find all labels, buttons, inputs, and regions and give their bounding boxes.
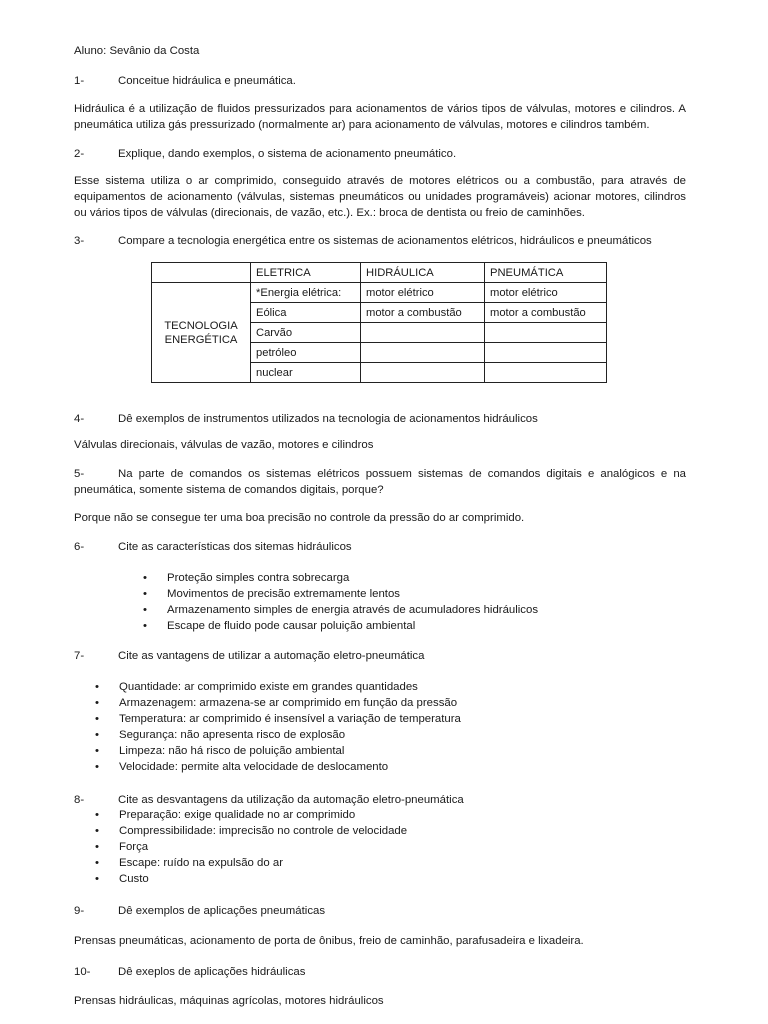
list-item: • Movimentos de precisão extremamente lentos <box>167 586 538 602</box>
question-9 <box>74 903 325 919</box>
answer-5: Porque não se consegue ter uma boa precisão no controle da pressão do ar comprimido. <box>74 512 525 524</box>
question-10 <box>74 964 305 980</box>
list-item: • Compressibilidade: imprecisão no controle de velocidade <box>119 823 407 839</box>
list-item: • Limpeza: não há risco de poluição ambiental <box>119 743 461 759</box>
question-number: 4- <box>74 413 85 425</box>
question-text: Dê exemplos de aplicações pneumáticas <box>118 905 326 917</box>
row-label-line: ENERGÉTICA <box>164 333 238 346</box>
question-number: 7- <box>74 650 85 662</box>
question-text: Explique, dando exemplos, o sistema de acionamento pneumático. <box>118 148 457 160</box>
question-text-line: pneumática, somente sistema de comandos digitais, porque? <box>74 484 384 496</box>
list-item: • Preparação: exige qualidade no ar comprimido <box>119 807 407 823</box>
table-header-cell: PNEUMÁTICA <box>485 263 607 283</box>
question-text: Dê exeplos de aplicações hidráulicas <box>118 966 306 978</box>
question-1 <box>74 73 296 89</box>
answer-4: Válvulas direcionais, válvulas de vazão, motores e cilindros <box>74 439 374 451</box>
question-8 <box>74 792 464 808</box>
list-item: • Segurança: não apresenta risco de explosão <box>119 727 461 743</box>
question-number: 6- <box>74 541 85 553</box>
list-q6 <box>167 570 538 634</box>
comparison-table <box>151 262 607 383</box>
table-cell: nuclear <box>251 363 361 383</box>
table-cell: petróleo <box>251 343 361 363</box>
list-item: • Quantidade: ar comprimido existe em grandes quantidades <box>119 679 461 695</box>
table-cell <box>485 343 607 363</box>
table-cell: motor elétrico <box>485 283 607 303</box>
list-item: • Velocidade: permite alta velocidade de deslocamento <box>119 759 461 775</box>
answer-1: Hidráulica é a utilização de fluidos pressurizados para acionamentos de vários tipos de válvulas, motores e cilindros. A pneumática utiliza gás pressurizado (normalmente ar) para acionamento de válvulas, motores e cilindros também. <box>74 103 686 131</box>
list-q8 <box>119 807 407 887</box>
question-number: 10- <box>74 966 91 978</box>
table-cell: *Energia elétrica: <box>251 283 361 303</box>
table-row <box>152 283 607 303</box>
question-text: Compare a tecnologia energética entre os sistemas de acionamentos elétricos, hidráulicos e pneumáticos <box>118 235 652 247</box>
list-item: • Temperatura: ar comprimido é insensível a variação de temperatura <box>119 711 461 727</box>
table-header-cell: ELETRICA <box>251 263 361 283</box>
row-label-line: TECNOLOGIA <box>164 319 238 332</box>
list-item: • Escape: ruído na expulsão do ar <box>119 855 407 871</box>
question-text: Dê exemplos de instrumentos utilizados na tecnologia de acionamentos hidráulicos <box>118 413 538 425</box>
question-text-line: Na parte de comandos os sistemas elétricos possuem sistemas de comandos digitais e analógicos e na <box>118 468 686 480</box>
question-3 <box>74 233 652 249</box>
question-number: 5- <box>74 468 85 480</box>
question-6 <box>74 539 352 555</box>
question-number: 2- <box>74 148 85 160</box>
table-cell <box>361 323 485 343</box>
list-item: • Custo <box>119 871 407 887</box>
answer-10: Prensas hidráulicas, máquinas agrícolas, motores hidráulicos <box>74 995 384 1007</box>
answer-9: Prensas pneumáticas, acionamento de porta de ônibus, freio de caminhão, parafusadeira e lixadeira. <box>74 935 584 947</box>
list-item: • Armazenagem: armazena-se ar comprimido em função da pressão <box>119 695 461 711</box>
question-2 <box>74 146 456 162</box>
question-text: Cite as vantagens de utilizar a automação eletro-pneumática <box>118 650 425 662</box>
question-text: Cite as desvantagens da utilização da automação eletro-pneumática <box>118 794 464 806</box>
table-cell: Carvão <box>251 323 361 343</box>
table-cell: motor a combustão <box>485 303 607 323</box>
table-cell <box>485 323 607 343</box>
list-item: • Armazenamento simples de energia através de acumuladores hidráulicos <box>167 602 538 618</box>
question-4 <box>74 411 538 427</box>
answer-2: Esse sistema utiliza o ar comprimido, conseguido através de motores elétricos ou a combustão, para através de equipamentos de acionamento (válvulas, sistemas pneumáticos ou unidades programáveis) acionar motores, cilindros ou vários tipos de válvulas (direcionais, de vazão, etc.). Ex.: broca de dentista ou freio de caminhões. <box>74 175 686 219</box>
list-item: • Força <box>119 839 407 855</box>
table-cell: motor elétrico <box>361 283 485 303</box>
table-cell <box>361 343 485 363</box>
question-number: 9- <box>74 905 85 917</box>
list-item: • Escape de fluido pode causar poluição ambiental <box>167 618 538 634</box>
table-cell: motor a combustão <box>361 303 485 323</box>
question-7 <box>74 648 424 664</box>
question-number: 1- <box>74 75 85 87</box>
table-cell: Eólica <box>251 303 361 323</box>
table-cell <box>361 363 485 383</box>
student-name: Aluno: Sevânio da Costa <box>74 45 200 57</box>
row-label-cell <box>152 283 251 383</box>
table-header-cell: HIDRÁULICA <box>361 263 485 283</box>
list-q7 <box>119 679 461 775</box>
table-header-cell <box>152 263 251 283</box>
question-text: Cite as características dos sitemas hidráulicos <box>118 541 352 553</box>
table-cell <box>485 363 607 383</box>
question-5 <box>74 466 686 498</box>
table-header-row <box>152 263 607 283</box>
question-number: 8- <box>74 794 85 806</box>
list-item: • Proteção simples contra sobrecarga <box>167 570 538 586</box>
question-text: Conceitue hidráulica e pneumática. <box>118 75 296 87</box>
question-number: 3- <box>74 235 85 247</box>
